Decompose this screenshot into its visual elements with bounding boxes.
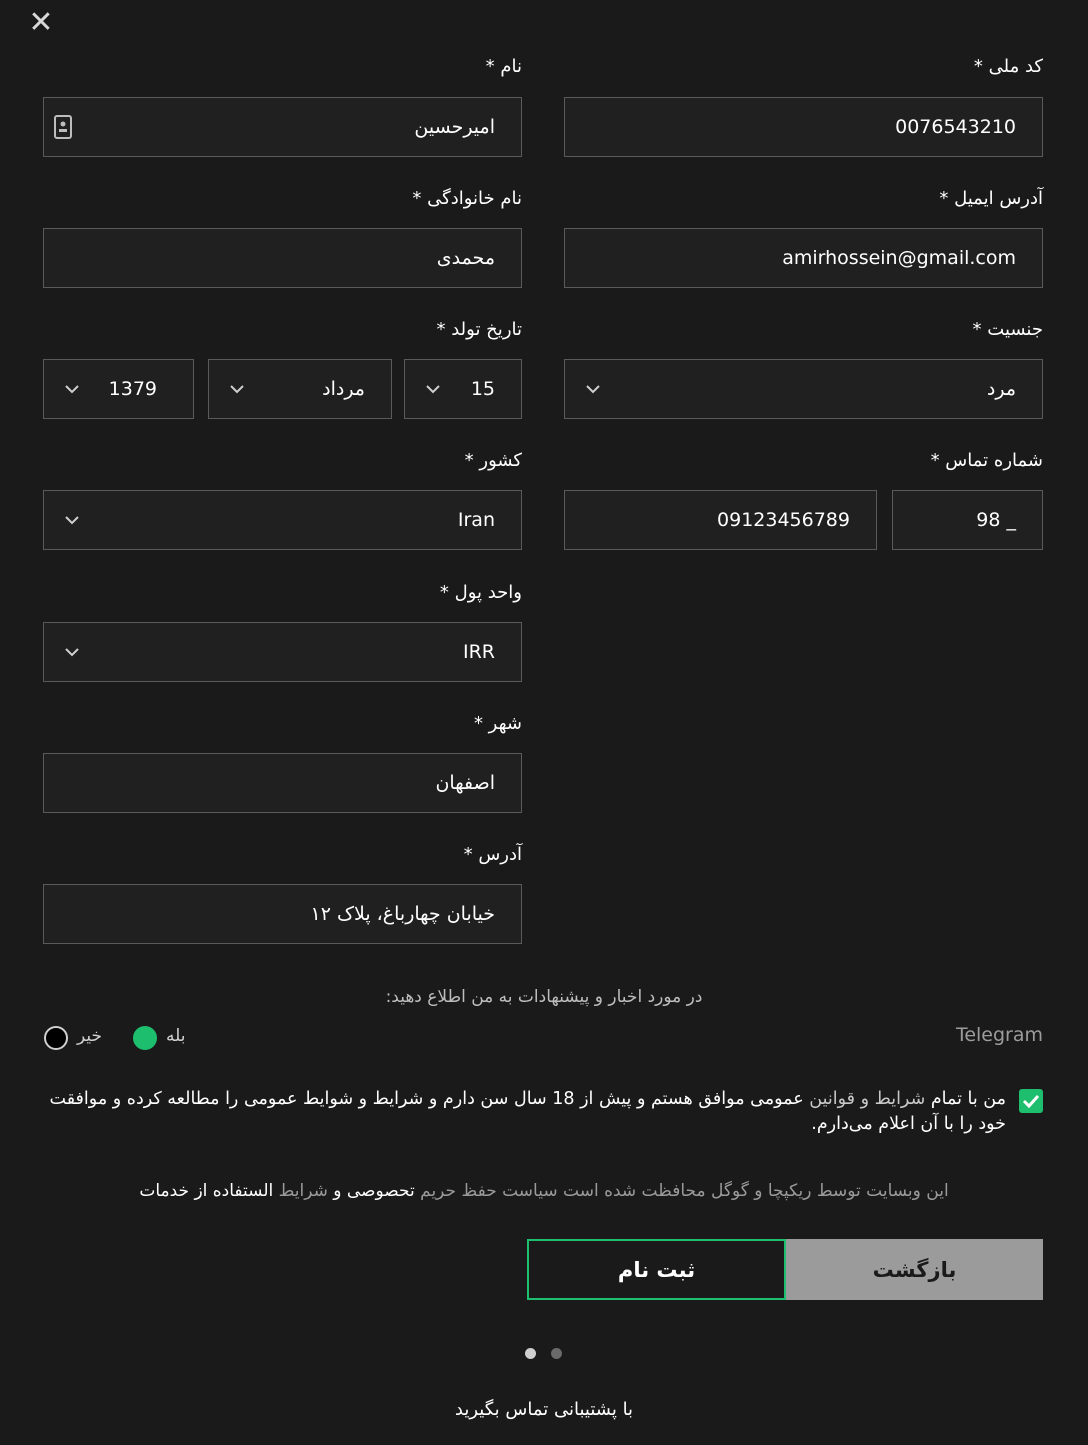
birth-day-value: 15 [470,378,495,400]
recaptcha-part3: الستفاده از خدمات [139,1181,279,1201]
address-input[interactable] [43,884,522,944]
chevron-down-icon [62,623,82,681]
first-name-value: امیرحسین [414,116,495,138]
newsletter-yes-label: بله [166,1026,186,1046]
terms-checkbox[interactable] [1019,1089,1043,1113]
gender-label: جنسیت * [972,319,1043,340]
first-name-input[interactable] [43,97,522,157]
contact-support-link[interactable]: با پشتیبانی تماس بگیرید [454,1399,634,1420]
first-name-label: نام * [485,56,522,77]
email-input[interactable] [564,228,1043,288]
phone-number-input[interactable] [564,490,877,550]
newsletter-no-label: خیر [77,1026,103,1046]
terms-part1: من با تمام [925,1089,1006,1109]
currency-label: واحد پول * [439,582,522,603]
last-name-value: محمدی [436,247,495,269]
phone-number-value: 09123456789 [717,509,850,531]
chevron-down-icon [423,360,443,418]
newsletter-no-radio[interactable] [44,1026,68,1050]
country-label: کشور * [464,450,522,471]
close-icon[interactable]: ✕ [28,5,54,40]
birth-month-select[interactable] [208,359,392,419]
national-code-input[interactable] [564,97,1043,157]
phone-code-input[interactable] [892,490,1043,550]
back-button[interactable]: بازگشت [786,1239,1043,1300]
phone-label: شماره تماس * [930,450,1043,471]
email-value: amirhossein@gmail.com [782,247,1016,269]
gender-select[interactable] [564,359,1043,419]
email-label: آدرس ایمیل * [939,188,1043,209]
terms-of-service-link[interactable]: شرایط [278,1181,328,1201]
terms-text [44,1087,1006,1137]
contact-card-icon[interactable] [54,115,72,139]
birth-month-value: مرداد [322,378,365,400]
last-name-label: نام خانوادگی * [412,188,522,209]
birth-year-value: 1379 [108,378,157,400]
page-dot-2[interactable] [551,1348,562,1359]
country-value: Iran [457,509,495,531]
chevron-down-icon [583,360,603,418]
gender-value: مرد [986,378,1016,400]
city-label: شهر * [473,713,522,734]
recaptcha-part1: این وبسایت توسط ریکپچا و گوگل محافظت شده است [557,1181,949,1201]
currency-select[interactable] [43,622,522,682]
newsletter-channel: Telegram [955,1024,1043,1046]
newsletter-prompt: در مورد اخبار و پیشنهادات به من اطلاع دهید: [385,987,703,1007]
birth-day-select[interactable] [404,359,522,419]
country-select[interactable] [43,490,522,550]
terms-part2: عمومی موافق هستم و پیش از 18 سال سن دارم و شرایط و شوایط عمومی را مطالعه کرده و موافقت خود را با آن اعلام می‌دارم. [49,1089,1006,1134]
last-name-input[interactable] [43,228,522,288]
terms-link[interactable]: شرایط و قوانین [809,1089,926,1109]
recaptcha-part2: تحصوصی و [327,1181,421,1201]
chevron-down-icon [227,360,247,418]
birth-date-label: تاریخ تولد * [436,319,522,340]
recaptcha-notice [0,1181,1088,1201]
privacy-link[interactable]: سیاست حفظ حریم [420,1181,558,1201]
page-dot-1[interactable] [525,1348,536,1359]
chevron-down-icon [62,491,82,549]
city-input[interactable] [43,753,522,813]
birth-year-select[interactable] [43,359,194,419]
address-value: خیابان چهارباغ، پلاک ۱۲ [310,903,495,925]
check-icon [1022,1094,1040,1108]
phone-code-value: 98 _ [976,509,1016,531]
national-code-label: کد ملی * [973,56,1043,77]
register-button[interactable]: ثبت نام [527,1239,786,1300]
chevron-down-icon [62,360,82,418]
currency-value: IRR [462,641,495,663]
city-value: اصفهان [435,772,495,794]
address-label: آدرس * [463,844,522,865]
newsletter-yes-radio[interactable] [133,1026,157,1050]
national-code-value: 0076543210 [895,116,1016,138]
